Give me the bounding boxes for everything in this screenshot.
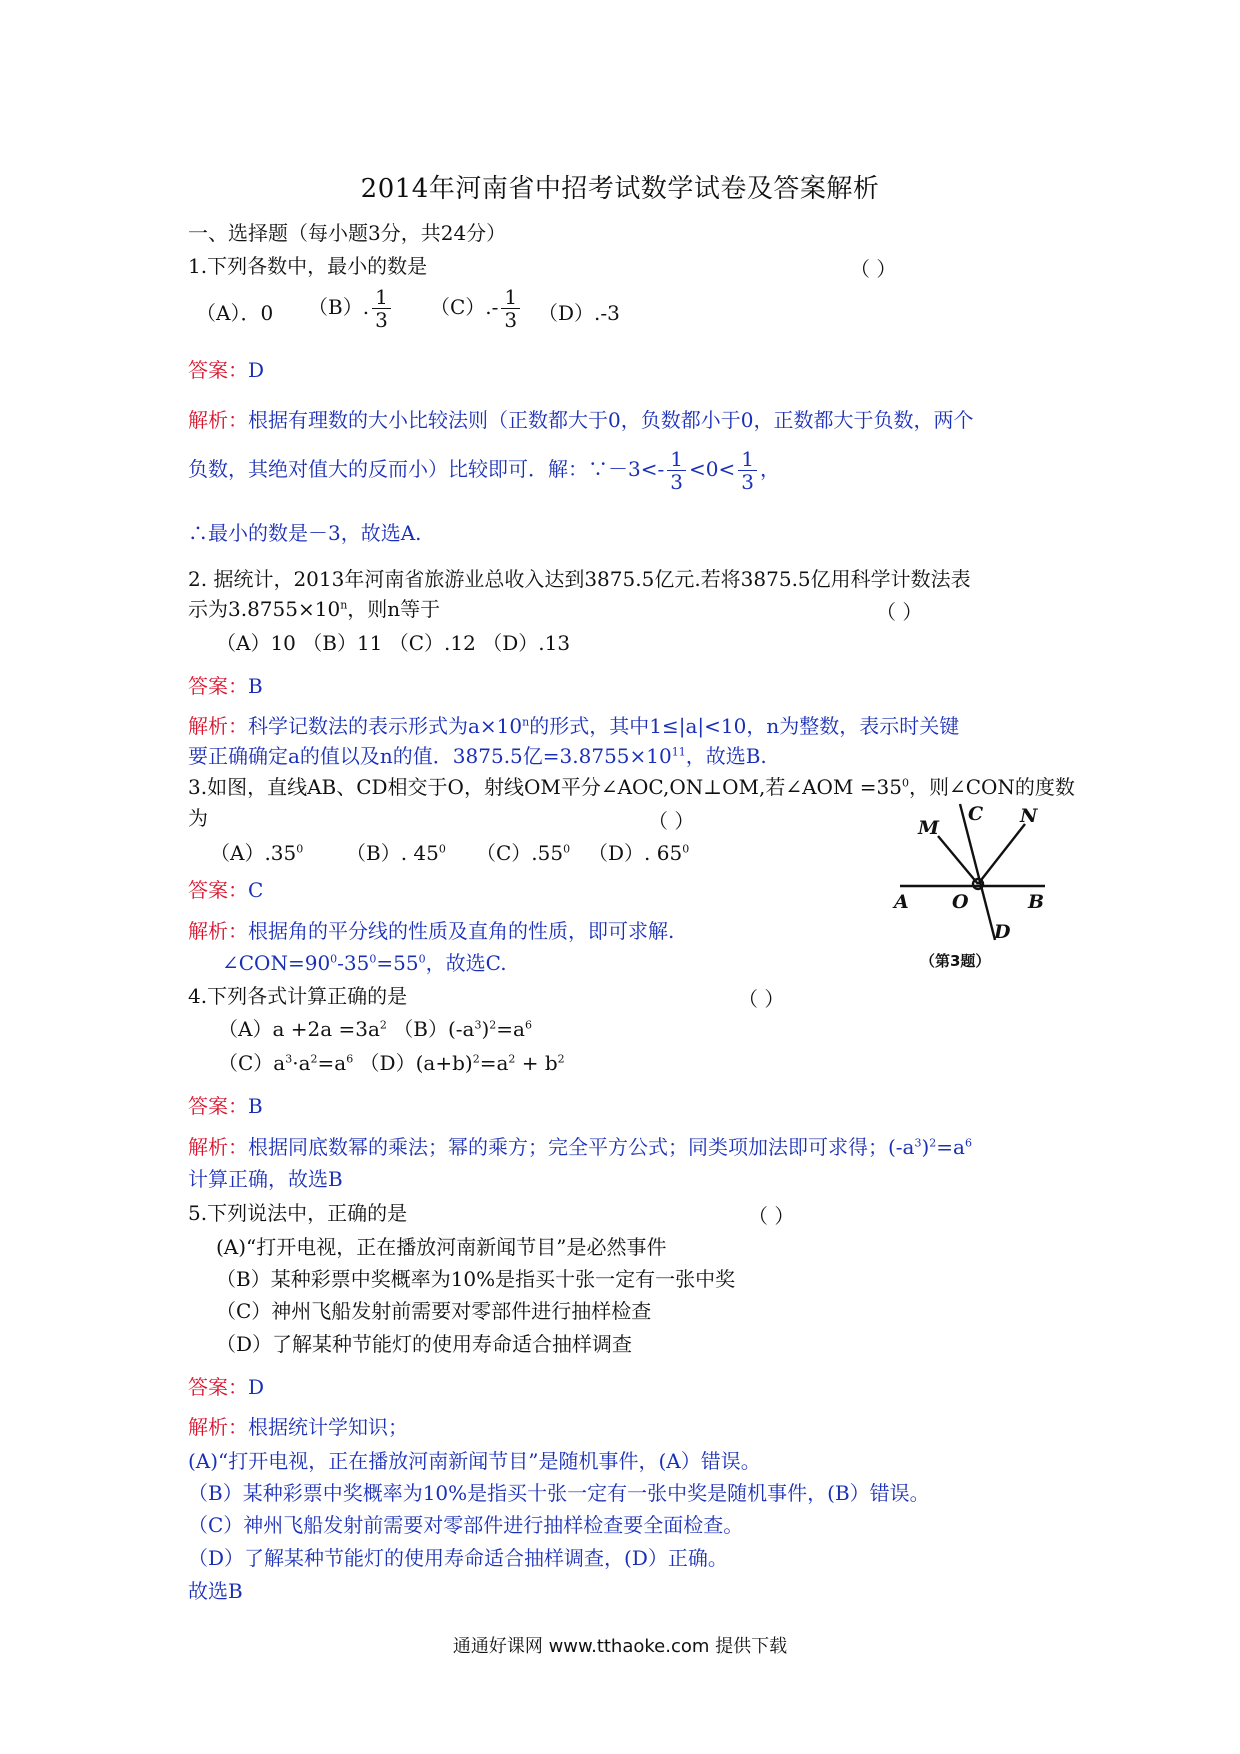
- q2-answer-paren: （ ）: [876, 600, 923, 624]
- q1-answer: 答案：D: [188, 358, 265, 382]
- q3-option-d: （D）. $65^0$: [588, 841, 690, 865]
- q4-answer-paren: （ ）: [738, 987, 785, 1011]
- fraction: $\frac{1}{3}$: [372, 286, 391, 331]
- q4-options-cd: $(C)a^3\cdot a^2=a^6$ $(D)(a+b)^2=a^2 + b^2$: [218, 1051, 565, 1075]
- q3-figure: [880, 800, 1080, 972]
- q3-explanation-line1: 解析：根据角的平分线的性质及直角的性质，即可求解.: [188, 919, 675, 943]
- q5-explanation-line2: (A)“打开电视，正在播放河南新闻节目”是随机事件，(A）错误。: [188, 1449, 761, 1473]
- section-header: 一、选择题（每小题3分，共24分）: [188, 221, 507, 245]
- q5-stem: 5.下列说法中，正确的是: [188, 1201, 408, 1225]
- label-a: A: [894, 891, 909, 913]
- q1-option-d: （D）.-3: [538, 301, 620, 325]
- q2-explanation-line2: 要正确确定a的值以及n的值．3875.5亿$=3.8755\times 10^{11}$，故选B.: [188, 744, 767, 768]
- fraction: $\frac{1}{3}$: [738, 448, 757, 493]
- q1-answer-paren: （ ）: [850, 257, 897, 281]
- q2-stem-line2: 示为$3.8755\times 10^n$，则n等于: [188, 597, 441, 621]
- q1-option-b: （B）. $\frac{1}{3}$: [308, 286, 394, 331]
- q5-explanation-line1: 解析：根据统计学知识；: [188, 1415, 408, 1439]
- q2-options: （A）10 （B）11 （C）.12 （D）.13: [216, 631, 571, 655]
- label-d: D: [994, 921, 1011, 943]
- q1-option-a: （A）．0: [196, 301, 274, 325]
- q5-option-d: （D）了解某种节能灯的使用寿命适合抽样调查: [216, 1332, 633, 1356]
- q3-answer-paren: （ ）: [648, 809, 695, 833]
- q5-option-c: （C）神州飞船发射前需要对零部件进行抽样检查: [216, 1299, 652, 1323]
- q5-option-b: （B）某种彩票中奖概率为10%是指买十张一定有一张中奖: [216, 1267, 736, 1291]
- ray-om: [938, 836, 978, 884]
- q4-explanation-line2: 计算正确，故选B: [188, 1167, 343, 1191]
- q2-explanation-line1: 解析：科学记数法的表示形式为$a\times 10^n$的形式，其中1≤|a|<10，n为整数，表示时关键: [188, 714, 960, 738]
- q1-explanation-line3: ∴最小的数是－3，故选A.: [188, 521, 422, 545]
- label-m: M: [918, 817, 940, 839]
- q3-option-b: （B）. $45^0$: [346, 841, 446, 865]
- q5-explanation-line6: 故选B: [188, 1579, 243, 1603]
- label-c: C: [968, 803, 984, 825]
- q1-option-c: （C）.- $\frac{1}{3}$: [430, 286, 523, 331]
- q1-explanation-line2: 负数，其绝对值大的反而小）比较即可．解：∵－3<- $\frac{1}{3}$ <0< $\frac{1}{3}$ ，: [188, 447, 780, 494]
- q5-explanation-line3: （B）某种彩票中奖概率为10%是指买十张一定有一张中奖是随机事件，(B）错误。: [188, 1481, 930, 1505]
- q3-stem-line1: 3.如图，直线AB、CD相交于O，射线OM平分∠AOC,ON⊥OM,若∠AOM $=35^0$，则∠CON的度数: [188, 775, 1075, 799]
- q4-options-ab: $(A)a +2a =3a^2$ $(B)(-a^3)^2=a^6$: [218, 1017, 532, 1041]
- ray-on: [978, 824, 1025, 884]
- q3-answer: 答案：C: [188, 878, 264, 902]
- page-footer: 通通好课网 www.tthaoke.com 提供下载: [452, 1636, 788, 1657]
- q5-answer: 答案：D: [188, 1375, 265, 1399]
- q3-stem-line2: 为: [188, 806, 208, 830]
- q3-option-a: $(A).35^0$: [210, 841, 304, 865]
- fraction: $\frac{1}{3}$: [501, 286, 520, 331]
- q5-explanation-line5: （D）了解某种节能灯的使用寿命适合抽样调查，(D）正确。: [188, 1546, 728, 1570]
- q4-stem: 4.下列各式计算正确的是: [188, 984, 408, 1008]
- label-b: B: [1028, 891, 1045, 913]
- q2-answer: 答案：B: [188, 674, 263, 698]
- q5-answer-paren: （ ）: [748, 1204, 795, 1228]
- page-title: 2014年河南省中招考试数学试卷及答案解析: [360, 174, 880, 204]
- q5-explanation-line4: （C）神州飞船发射前需要对零部件进行抽样检查要全面检查。: [188, 1513, 744, 1537]
- q3-explanation-line2: $\angle CON=90^0-35^0=55^0$，故选C.: [222, 951, 507, 975]
- figure-caption: （第3题）: [920, 952, 991, 970]
- q4-answer: 答案：B: [188, 1094, 263, 1118]
- label-n: N: [1020, 805, 1038, 827]
- q4-explanation-line1: 解析：根据同底数幂的乘法；幂的乘方；完全平方公式；同类项加法即可求得；$(-a^3)^2=a^6$: [188, 1135, 972, 1159]
- label-o: O: [952, 891, 969, 913]
- fraction: $\frac{1}{3}$: [667, 448, 686, 493]
- q5-option-a: (A)“打开电视，正在播放河南新闻节目”是必然事件: [216, 1235, 667, 1259]
- q2-stem-line1: 2. 据统计，2013年河南省旅游业总收入达到3875.5亿元.若将3875.5亿用科学计数法表: [188, 567, 971, 591]
- q3-option-c: $(C).55^0$: [476, 841, 571, 865]
- q1-stem: 1.下列各数中，最小的数是: [188, 254, 428, 278]
- q1-explanation-line1: 解析：根据有理数的大小比较法则（正数都大于0，负数都小于0，正数都大于负数，两个: [188, 408, 974, 432]
